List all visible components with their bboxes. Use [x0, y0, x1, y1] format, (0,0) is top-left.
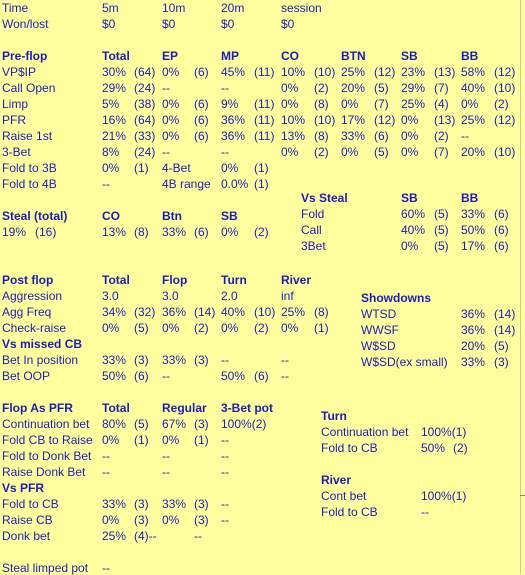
fold-to-3b-label: Fold to 3B — [2, 161, 57, 175]
preflop-cell: 0% — [162, 97, 180, 111]
steal-sb-n: (2) — [254, 225, 269, 239]
vs-pfr-row-label: Raise CB — [2, 513, 53, 527]
preflop-cell: (7) — [434, 81, 449, 95]
wonlost-5m: $0 — [102, 17, 116, 31]
preflop-cell: 25% — [401, 97, 426, 111]
flop-pfr-row-label: Continuation bet — [2, 417, 90, 431]
flop-pfr-row-label: Fold CB to Raise — [2, 433, 93, 447]
missed-cb-cell: (3) — [194, 353, 209, 367]
flop-pfr-cell: -- — [221, 465, 229, 479]
preflop-cell: (8) — [314, 97, 329, 111]
preflop-cell: (8) — [314, 129, 329, 143]
missed-cb-row-label: Bet In position — [2, 353, 79, 367]
wonlost-session: $0 — [281, 17, 295, 31]
preflop-cell: (11) — [254, 113, 275, 127]
river-cbet-value: 100%(1) — [421, 489, 467, 503]
preflop-cell: -- — [461, 129, 469, 143]
preflop-cell: (4) — [434, 97, 449, 111]
vs-steal-cell: (6) — [494, 239, 509, 253]
flop-pfr-cell: 67% — [162, 417, 187, 431]
flop-pfr-cell: (5) — [134, 417, 149, 431]
preflop-cell: -- — [221, 145, 229, 159]
preflop-row-label: Limp — [2, 97, 29, 111]
vs-steal-cell: (6) — [494, 223, 509, 237]
preflop-cell: (11) — [254, 129, 275, 143]
preflop-cell: 0% — [162, 65, 180, 79]
vs-pfr-title: Vs PFR — [2, 481, 45, 495]
river-fold-cb-label: Fold to CB — [321, 505, 378, 519]
missed-cb-cell: 50% — [102, 369, 127, 383]
steal-btn-n: (6) — [194, 225, 209, 239]
preflop-cell: 0% — [401, 145, 419, 159]
fold-to-3b-pct: 0% — [102, 161, 120, 175]
vs-steal-cell: 50% — [461, 223, 486, 237]
preflop-cell: (5) — [374, 145, 389, 159]
preflop-cell: (12) — [374, 113, 396, 127]
showdown-row-label: W$SD(ex small) — [361, 355, 448, 369]
missed-cb-cell: (6) — [254, 369, 269, 383]
preflop-cell: (11) — [254, 65, 275, 79]
preflop-cell: (6) — [194, 113, 209, 127]
vs-pfr-cell: (3) — [134, 497, 149, 511]
time-10m: 10m — [162, 1, 186, 15]
showdown-row-label: WWSF — [361, 323, 399, 337]
steal-header-sb: SB — [221, 209, 238, 223]
showdowns-title: Showdowns — [361, 291, 431, 305]
river-fold-cb-value: -- — [421, 505, 429, 519]
vs-pfr-cell: (4)-- — [134, 529, 157, 543]
preflop-cell: (2) — [314, 81, 329, 95]
preflop-cell: 0% — [162, 113, 180, 127]
preflop-cell: 0% — [401, 129, 419, 143]
preflop-cell: (6) — [374, 129, 389, 143]
preflop-cell: 58% — [461, 65, 486, 79]
postflop-cell: (5) — [134, 321, 149, 335]
turn-fold-cb-n: (2) — [453, 441, 468, 455]
preflop-cell: (12) — [374, 65, 396, 79]
showdown-cell: 20% — [461, 339, 486, 353]
river-title: River — [321, 473, 352, 487]
vs-steal-cell: 33% — [461, 207, 486, 221]
preflop-cell: (10) — [314, 113, 336, 127]
preflop-cell: (33) — [134, 129, 156, 143]
preflop-cell: 0% — [281, 145, 299, 159]
preflop-cell: (2) — [494, 97, 509, 111]
fourb-range-label: 4B range — [162, 177, 211, 191]
steal-sb-pct: 0% — [221, 225, 239, 239]
postflop-cell: 0% — [221, 321, 239, 335]
flop-pfr-header-3bet: 3-Bet pot — [221, 401, 273, 415]
showdown-row-label: WTSD — [361, 307, 397, 321]
missed-cb-row-label: Bet OOP — [2, 369, 51, 383]
preflop-cell: (64) — [134, 113, 156, 127]
flop-pfr-row-label: Fold to Donk Bet — [2, 449, 92, 463]
preflop-cell: 13% — [281, 129, 306, 143]
postflop-cell: 36% — [162, 305, 187, 319]
preflop-cell: (38) — [134, 97, 156, 111]
preflop-cell: 17% — [341, 113, 366, 127]
turn-fold-cb-pct: 50% — [421, 441, 446, 455]
flop-pfr-cell: -- — [162, 449, 170, 463]
preflop-cell: (10) — [494, 145, 516, 159]
postflop-cell: 3.0 — [102, 289, 119, 303]
showdown-cell: (14) — [494, 323, 516, 337]
preflop-cell: (5) — [374, 81, 389, 95]
preflop-cell: 40% — [461, 81, 486, 95]
preflop-row-label: 3-Bet — [2, 145, 31, 159]
preflop-cell: 10% — [281, 113, 306, 127]
flop-pfr-cell: -- — [221, 433, 229, 447]
preflop-header-btn: BTN — [341, 49, 366, 63]
preflop-cell: 29% — [102, 81, 127, 95]
steal-total-n: (16) — [35, 225, 57, 239]
preflop-cell: 8% — [102, 145, 120, 159]
preflop-cell: (12) — [494, 65, 516, 79]
postflop-header-turn: Turn — [221, 273, 247, 287]
preflop-cell: (24) — [134, 145, 156, 159]
fold-to-4b-pct: -- — [102, 177, 110, 191]
vs-steal-cell: (6) — [494, 207, 509, 221]
preflop-cell: (6) — [194, 65, 209, 79]
preflop-cell: (2) — [434, 129, 449, 143]
vs-steal-title: Vs Steal — [301, 191, 348, 205]
steal-co-pct: 13% — [102, 225, 127, 239]
showdown-cell: 33% — [461, 355, 486, 369]
postflop-cell: 0% — [102, 321, 120, 335]
preflop-header-bb: BB — [461, 49, 479, 63]
flop-pfr-title: Flop As PFR — [2, 401, 73, 415]
time-session: session — [281, 1, 322, 15]
flop-pfr-cell: 80% — [102, 417, 127, 431]
preflop-cell: 25% — [341, 65, 366, 79]
preflop-cell: 16% — [102, 113, 127, 127]
preflop-cell: -- — [162, 145, 170, 159]
preflop-cell: 29% — [401, 81, 426, 95]
postflop-cell: 40% — [221, 305, 246, 319]
vs-pfr-cell: (3) — [134, 513, 149, 527]
flop-pfr-row-label: Raise Donk Bet — [2, 465, 86, 479]
flop-pfr-cell: (1) — [134, 433, 149, 447]
missed-cb-cell: (3) — [134, 353, 149, 367]
wonlost-10m: $0 — [162, 17, 176, 31]
preflop-cell: -- — [221, 81, 229, 95]
preflop-cell: 0% — [461, 97, 479, 111]
preflop-cell: 5% — [102, 97, 120, 111]
preflop-cell: 30% — [102, 65, 127, 79]
preflop-cell: (12) — [494, 113, 516, 127]
vs-pfr-row-label: Fold to CB — [2, 497, 59, 511]
missed-cb-cell: 50% — [221, 369, 246, 383]
panel-edge — [520, 0, 521, 574]
steal-total-pct: 19% — [2, 225, 27, 239]
four-bet-pct: 0% — [221, 161, 239, 175]
preflop-cell: 0% — [281, 81, 299, 95]
vs-steal-cell: 40% — [401, 223, 426, 237]
postflop-cell: 34% — [102, 305, 127, 319]
flop-pfr-cell: (1) — [194, 433, 209, 447]
preflop-cell: 0% — [162, 129, 180, 143]
preflop-cell: 9% — [221, 97, 239, 111]
vs-pfr-cell: (3) — [194, 497, 209, 511]
postflop-header-flop: Flop — [162, 273, 188, 287]
preflop-cell: -- — [162, 81, 170, 95]
steal-limped-label: Steal limped pot — [2, 561, 89, 575]
vs-steal-cell: 17% — [461, 239, 486, 253]
preflop-cell: (2) — [314, 145, 329, 159]
vs-pfr-row-label: Donk bet — [2, 529, 51, 543]
steal-title: Steal (total) — [2, 209, 68, 223]
missed-cb-cell: (6) — [134, 369, 149, 383]
vs-pfr-cell: -- — [221, 513, 229, 527]
preflop-cell: 21% — [102, 129, 127, 143]
vs-pfr-cell: 0% — [102, 513, 120, 527]
turn-cbet-value: 100%(1) — [421, 425, 467, 439]
preflop-cell: 45% — [221, 65, 246, 79]
postflop-row-label: Check-raise — [2, 321, 67, 335]
missed-cb-cell: -- — [281, 353, 289, 367]
missed-cb-cell: 33% — [162, 353, 187, 367]
preflop-cell: (11) — [254, 97, 275, 111]
four-bet-n: (1) — [254, 161, 269, 175]
vs-pfr-cell: (3) — [194, 513, 209, 527]
preflop-cell: (7) — [374, 97, 389, 111]
preflop-cell: 0% — [401, 113, 419, 127]
postflop-cell: (14) — [194, 305, 216, 319]
preflop-title: Pre-flop — [2, 49, 48, 63]
preflop-cell: 10% — [281, 65, 306, 79]
flop-pfr-cell: 100%(2) — [221, 417, 267, 431]
fourb-range-pct: 0.0% — [221, 177, 249, 191]
steal-limped-value: -- — [102, 561, 110, 575]
postflop-row-label: Agg Freq — [2, 305, 52, 319]
postflop-cell: 0% — [281, 321, 299, 335]
preflop-cell: (6) — [194, 129, 209, 143]
preflop-cell: (10) — [314, 65, 336, 79]
postflop-header-total: Total — [102, 273, 130, 287]
preflop-cell: 36% — [221, 129, 246, 143]
four-bet-label: 4-Bet — [162, 161, 191, 175]
turn-fold-cb-label: Fold to CB — [321, 441, 378, 455]
preflop-cell: 0% — [341, 145, 359, 159]
showdown-cell: (14) — [494, 307, 516, 321]
vs-pfr-cell: 33% — [102, 497, 127, 511]
flop-pfr-cell: -- — [162, 465, 170, 479]
preflop-cell: 20% — [461, 145, 486, 159]
flop-pfr-cell: -- — [102, 449, 110, 463]
postflop-cell: (2) — [194, 321, 209, 335]
preflop-cell: 0% — [281, 97, 299, 111]
wonlost-label: Won/lost — [2, 17, 49, 31]
river-cbet-label: Cont bet — [321, 489, 367, 503]
preflop-cell: 20% — [341, 81, 366, 95]
vs-steal-row-label: Fold — [301, 207, 325, 221]
steal-header-btn: Btn — [162, 209, 182, 223]
preflop-cell: (6) — [194, 97, 209, 111]
vs-steal-row-label: Call — [301, 223, 322, 237]
postflop-header-river: River — [281, 273, 312, 287]
missed-cb-cell: -- — [221, 353, 229, 367]
preflop-cell: (7) — [434, 145, 449, 159]
steal-btn-pct: 33% — [162, 225, 187, 239]
preflop-cell: (13) — [434, 65, 456, 79]
preflop-cell: 36% — [221, 113, 246, 127]
preflop-row-label: PFR — [2, 113, 26, 127]
preflop-cell: (10) — [494, 81, 516, 95]
preflop-header-ep: EP — [162, 49, 179, 63]
flop-pfr-header-total: Total — [102, 401, 130, 415]
vs-steal-cell: 0% — [401, 239, 419, 253]
steal-co-n: (8) — [134, 225, 149, 239]
flop-pfr-cell: 0% — [102, 433, 120, 447]
time-20m: 20m — [221, 1, 245, 15]
missed-cb-cell: 33% — [102, 353, 127, 367]
time-label: Time — [2, 1, 29, 15]
vs-pfr-cell: 33% — [162, 497, 187, 511]
turn-title: Turn — [321, 409, 347, 423]
steal-header-co: CO — [102, 209, 120, 223]
showdown-cell: (5) — [494, 339, 509, 353]
vs-steal-row-label: 3Bet — [301, 239, 326, 253]
postflop-cell: 2.0 — [221, 289, 238, 303]
postflop-cell: inf — [281, 289, 294, 303]
preflop-cell: 23% — [401, 65, 426, 79]
preflop-cell: 25% — [461, 113, 486, 127]
postflop-cell: (1) — [314, 321, 329, 335]
preflop-header-co: CO — [281, 49, 299, 63]
showdown-row-label: W$SD — [361, 339, 396, 353]
preflop-header-mp: MP — [221, 49, 239, 63]
vs-steal-cell: 60% — [401, 207, 426, 221]
vs-steal-cell: (5) — [434, 223, 449, 237]
vs-pfr-cell: -- — [194, 529, 202, 543]
postflop-cell: 3.0 — [162, 289, 179, 303]
vs-missed-cb-title: Vs missed CB — [2, 337, 83, 351]
flop-pfr-header-regular: Regular — [162, 401, 207, 415]
missed-cb-cell: -- — [162, 369, 170, 383]
postflop-cell: 25% — [281, 305, 306, 319]
preflop-row-label: VP$IP — [2, 65, 37, 79]
showdown-cell: 36% — [461, 323, 486, 337]
postflop-cell: (2) — [254, 321, 269, 335]
postflop-cell: 0% — [162, 321, 180, 335]
flop-pfr-cell: (3) — [194, 417, 209, 431]
vs-steal-cell: (5) — [434, 207, 449, 221]
showdown-cell: (3) — [494, 355, 509, 369]
postflop-cell: (10) — [254, 305, 276, 319]
fold-to-3b-n: (1) — [134, 161, 149, 175]
flop-pfr-cell: -- — [102, 465, 110, 479]
preflop-cell: (13) — [434, 113, 456, 127]
postflop-cell: (32) — [134, 305, 156, 319]
fourb-range-n: (1) — [254, 177, 269, 191]
postflop-cell: (8) — [314, 305, 329, 319]
preflop-header-sb: SB — [401, 49, 418, 63]
fold-to-4b-label: Fold to 4B — [2, 177, 57, 191]
vs-steal-header-bb: BB — [461, 191, 479, 205]
preflop-cell: (64) — [134, 65, 156, 79]
vs-pfr-cell: 25% — [102, 529, 127, 543]
turn-cbet-label: Continuation bet — [321, 425, 409, 439]
preflop-cell: 0% — [341, 97, 359, 111]
vs-pfr-cell: 0% — [162, 513, 180, 527]
vs-steal-header-sb: SB — [401, 191, 418, 205]
flop-pfr-cell: 0% — [162, 433, 180, 447]
vs-pfr-cell: -- — [221, 497, 229, 511]
panel-edge-tick — [520, 495, 525, 496]
missed-cb-cell: -- — [281, 369, 289, 383]
showdown-cell: 36% — [461, 307, 486, 321]
preflop-cell: 33% — [341, 129, 366, 143]
vs-steal-cell: (5) — [434, 239, 449, 253]
time-5m: 5m — [102, 1, 119, 15]
preflop-header-total: Total — [102, 49, 130, 63]
postflop-title: Post flop — [2, 273, 54, 287]
postflop-row-label: Aggression — [2, 289, 63, 303]
preflop-row-label: Raise 1st — [2, 129, 53, 143]
wonlost-20m: $0 — [221, 17, 235, 31]
preflop-cell: (24) — [134, 81, 156, 95]
preflop-row-label: Call Open — [2, 81, 56, 95]
flop-pfr-cell: -- — [221, 449, 229, 463]
